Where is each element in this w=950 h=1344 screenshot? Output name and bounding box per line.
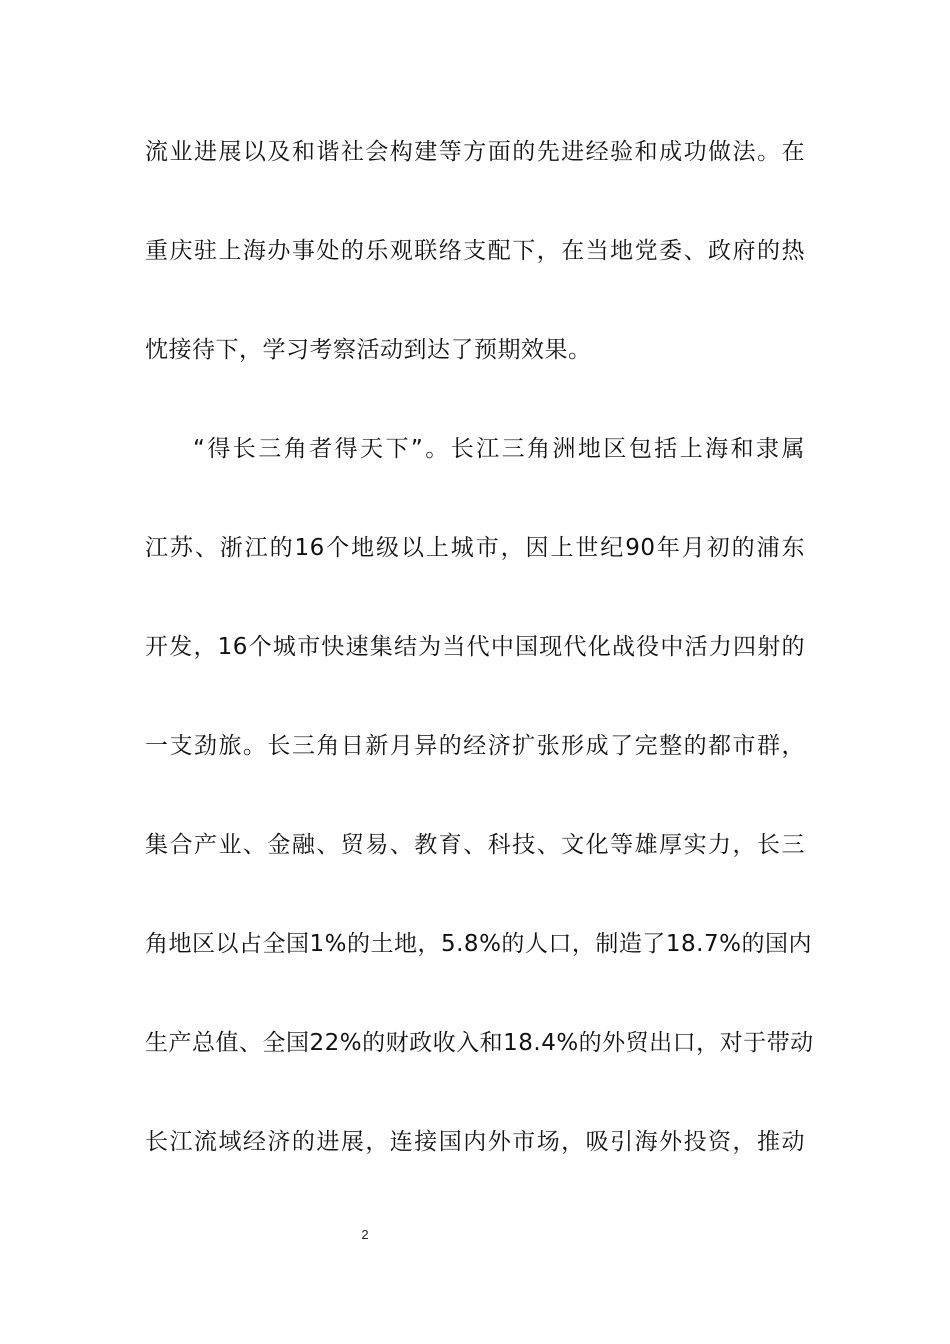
text-line: 长江流域经济的进展，连接国内外市场，吸引海外投资，推动	[145, 1129, 805, 1155]
text-line: 一支劲旅。长三角日新月异的经济扩张形成了完整的都市群，	[145, 733, 805, 759]
page-number: 2	[361, 1227, 369, 1242]
text-line: 忱接待下，学习考察活动到达了预期效果。	[145, 337, 592, 363]
paragraph-first-line: “得长三角者得天下”。长江三角洲地区包括上海和隶属	[193, 436, 805, 462]
text-line: 集合产业、金融、贸易、教育、科技、文化等雄厚实力，长三	[145, 832, 805, 858]
text-line: 江苏、浙江的16个地级以上城市，因上世纪90年月初的浦东	[145, 535, 805, 561]
text-line: 生产总值、全国22%的财政收入和18.4%的外贸出口，对于带动	[145, 1030, 814, 1056]
text-line: 角地区以占全国1%的土地，5.8%的人口，制造了18.7%的国内	[145, 931, 812, 957]
text-line: 开发，16个城市快速集结为当代中国现代化战役中活力四射的	[145, 634, 805, 660]
text-line: 流业进展以及和谐社会构建等方面的先进经验和成功做法。在	[145, 139, 805, 165]
text-line: 重庆驻上海办事处的乐观联络支配下，在当地党委、政府的热	[145, 238, 805, 264]
